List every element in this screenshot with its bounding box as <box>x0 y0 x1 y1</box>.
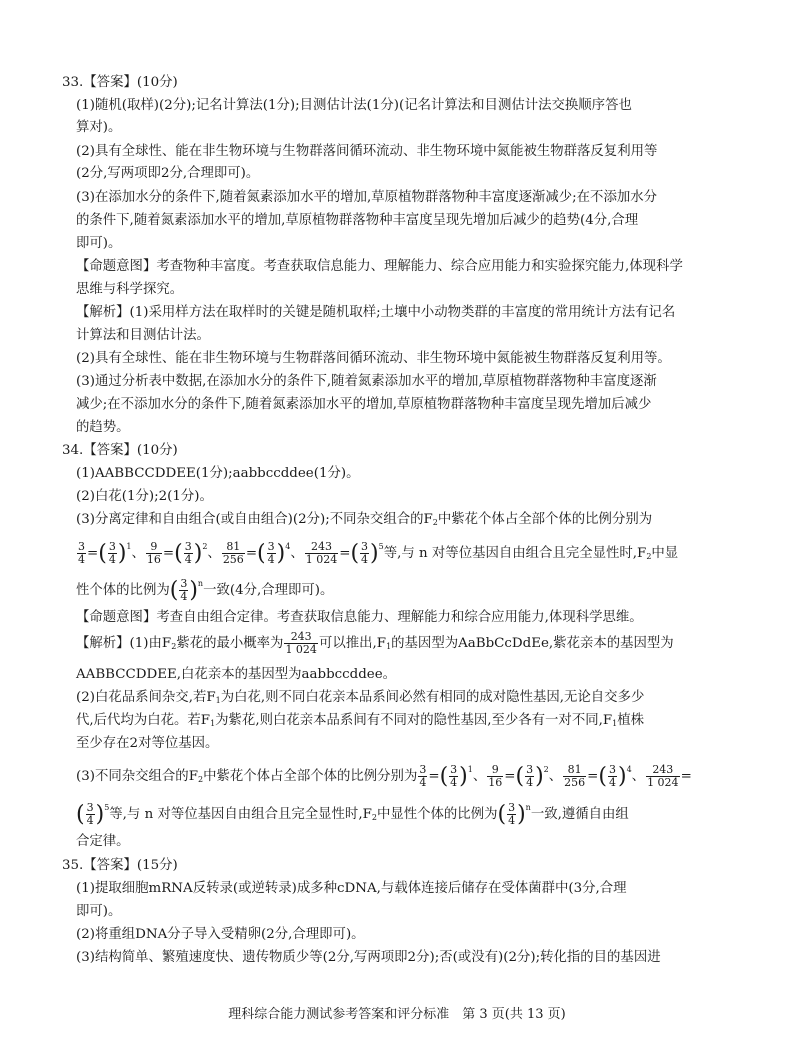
q33-line: 即可)。 <box>76 236 122 251</box>
q34-line: (3)分离定律和自由组合(或自由组合)(2分);不同杂交组合的$F_2$中紫花个体占全部个体的比例分别为 <box>76 512 653 527</box>
fraction: $\frac{81}{256}$ <box>222 540 244 566</box>
q34-line: 性个体的比例为( $\frac{3}{4}$ )$^n$一致(4分,合理即可)。 <box>76 577 334 603</box>
q34-intent: 【命题意图】考查自由组合定律。考查获取信息能力、理解能力和综合应用能力,体现科学思维。 <box>76 610 643 625</box>
q34-analysis: (3)不同杂交组合的$F_2$中紫花个体占全部个体的比例分别为 $\frac{3}{4}$ =( $\frac{3}{4}$ )$^1$、 $\frac{9}{16}$ =( $\frac{3}{4}$ )$^2$、 $\frac{81}{256}$ =( $\frac{3}{4}$ )$^4$、 $\frac{243}{1 024}$ = <box>76 763 692 789</box>
q33-analysis: (3)通过分析表中数据,在添加水分的条件下,随着氮素添加水平的增加,草原植物群落物种丰富度逐渐 <box>76 374 657 389</box>
fraction: $\frac{3}{4}$ <box>78 540 85 566</box>
fraction: $\frac{243}{1 024}$ <box>305 540 338 566</box>
q35-line: (1)提取细胞mRNA反转录(或逆转录)成多种cDNA,与载体连接后储存在受体菌群中(3分,合理 <box>76 881 627 896</box>
q33-intent: 思维与科学探究。 <box>76 282 184 297</box>
q34-line: (1)AABBCCDDEE(1分);aabbccddee(1分)。 <box>76 466 360 481</box>
q33-line: 的条件下,随着氮素添加水平的增加,草原植物群落物种丰富度呈现先增加后减少的趋势(4分,合理 <box>76 213 639 228</box>
q34-analysis: 合定律。 <box>76 834 130 849</box>
fraction: $\frac{9}{16}$ <box>146 540 161 566</box>
q34-analysis: AABBCCDDEE,白花亲本的基因型为aabbccddee。 <box>76 667 397 682</box>
q34-heading: 34.【答案】(10分) <box>62 443 178 458</box>
q33-heading: 33.【答案】(10分) <box>62 75 178 90</box>
q33-analysis: 的趋势。 <box>76 420 130 435</box>
q33-intent: 【命题意图】考查物种丰富度。考查获取信息能力、理解能力、综合应用能力和实验探究能力,体现科学 <box>76 259 683 274</box>
q34-equation-line: $\frac{3}{4}$ =( $\frac{3}{4}$ )$^1$、 $\frac{9}{16}$ =( $\frac{3}{4}$ )$^2$、 $\frac{81}{256}$ =( $\frac{3}{4}$ )$^4$、 $\frac{243}{1 024}$ =( $\frac{3}{4}$ )$^5$等,与 n 对等位基因自由组合且完全显性时$,F_2$中显 <box>78 540 679 566</box>
q35-line: 即可)。 <box>76 904 122 919</box>
q33-line: (2)具有全球性、能在非生物环境与生物群落间循环流动、非生物环境中氮能被生物群落反复利用等 <box>76 144 658 159</box>
q34-line: (2)白花(1分);2(1分)。 <box>76 489 213 504</box>
q33-analysis: 计算法和目测估计法。 <box>76 328 210 343</box>
q33-analysis: 减少;在不添加水分的条件下,随着氮素添加水平的增加,草原植物群落物种丰富度呈现先增加后减少 <box>76 397 652 412</box>
q34-analysis: (2)白花品系间杂交,若$F_1$为白花,则不同白花亲本品系间必然有相同的成对隐性基因,无论自交多少 <box>76 690 645 705</box>
q34-analysis: 至少存在2对等位基因。 <box>76 736 219 751</box>
q34-analysis: 代,后代均为白花。若$F_1$为紫花,则白花亲本品系间有不同对的隐性基因,至少各有一对不同$,F_1$植株 <box>76 713 645 728</box>
q34-analysis: ( $\frac{3}{4}$ )$^5$等,与 n 对等位基因自由组合且完全显性时$,F_2$中显性个体的比例为( $\frac{3}{4}$ )$^n$一致,遵循自由组 <box>76 801 629 827</box>
q33-analysis: 【解析】(1)采用样方法在取样时的关键是随机取样;土壤中小动物类群的丰富度的常用统计方法有记名 <box>76 305 676 320</box>
q33-line: (3)在添加水分的条件下,随着氮素添加水平的增加,草原植物群落物种丰富度逐渐减少;在不添加水分 <box>76 190 658 205</box>
q35-line: (2)将重组DNA分子导入受精卵(2分,合理即可)。 <box>76 927 365 942</box>
q33-analysis: (2)具有全球性、能在非生物环境与生物群落间循环流动、非生物环境中氮能被生物群落反复利用等。 <box>76 351 671 366</box>
page-footer: 理科综合能力测试参考答案和评分标准 第 3 页(共 13 页) <box>228 1007 566 1022</box>
q35-line: (3)结构简单、繁殖速度快、遗传物质少等(2分,写两项即2分);否(或没有)(2分);转化指的目的基因进 <box>76 950 661 965</box>
q34-analysis: 【解析】(1)由$F_2$紫花的最小概率为 $\frac{243}{1 024}$ 可以推出$,F_1$的基因型为AaBbCcDdEe,紫花亲本的基因型为 <box>76 630 674 656</box>
q33-line: (1)随机(取样)(2分);记名计算法(1分);目测估计法(1分)(记名计算法和目测估计法交换顺序答也 <box>76 98 632 113</box>
q35-heading: 35.【答案】(15分) <box>62 858 178 873</box>
q33-line: (2分,写两项即2分,合理即可)。 <box>76 166 260 181</box>
q33-line: 算对)。 <box>76 120 122 135</box>
